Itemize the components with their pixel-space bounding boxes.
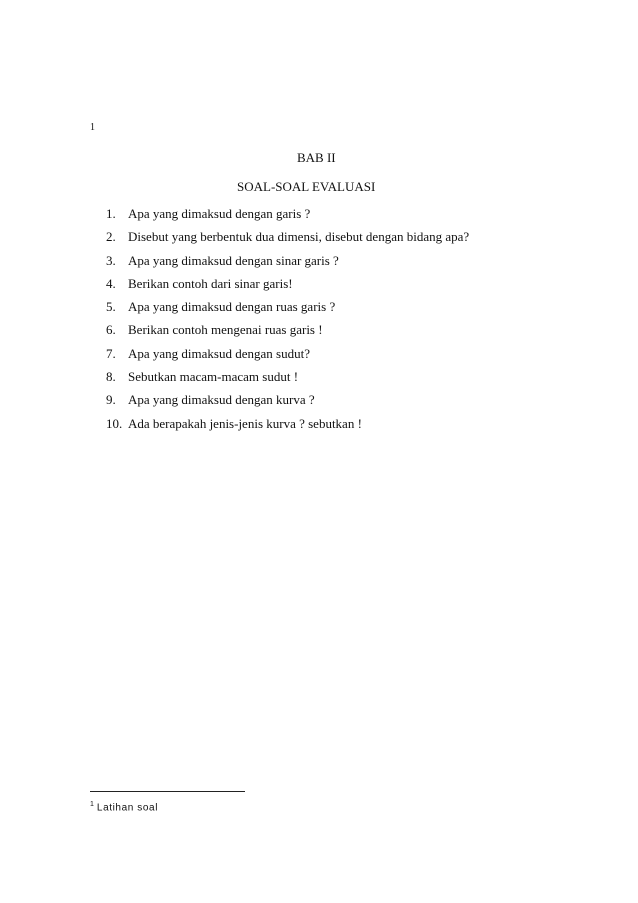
question-text: Berikan contoh mengenai ruas garis ! [128,322,323,338]
list-item [106,368,469,391]
footnote [90,801,158,813]
question-text: Ada berapakah jenis-jenis kurva ? sebutkan ! [128,415,362,431]
question-text: Berikan contoh dari sinar garis! [128,275,293,291]
question-number: 2. [106,229,116,245]
question-text: Apa yang dimaksud dengan kurva ? [128,392,315,408]
question-number: 10. [106,415,123,431]
list-item [106,321,469,344]
question-text: Apa yang dimaksud dengan ruas garis ? [128,299,336,315]
question-text: Apa yang dimaksud dengan sinar garis ? [128,252,339,268]
list-item [106,345,469,368]
question-text: Apa yang dimaksud dengan garis ? [128,206,311,221]
list-item [106,205,469,228]
list-item [106,391,469,414]
footnote-mark: 1 [90,801,94,808]
question-list [106,205,469,438]
question-number: 6. [106,322,116,338]
footnote-reference-marker: 1 [90,122,95,133]
section-title: SOAL-SOAL EVALUASI [237,179,376,194]
list-item [106,228,469,251]
question-text: Disebut yang berbentuk dua dimensi, disebut dengan bidang apa? [128,229,470,245]
list-item [106,252,469,275]
question-number: 5. [106,299,116,315]
footnote-divider [90,791,245,792]
footnote-text: Latihan soal [96,802,159,814]
question-text: Apa yang dimaksud dengan sudut? [128,345,310,361]
list-item [106,415,469,438]
list-item [106,275,469,298]
chapter-title: BAB II [297,150,336,165]
question-number: 9. [106,392,116,408]
question-number: 4. [106,275,116,291]
question-number: 7. [106,345,116,361]
list-item [106,298,469,321]
question-number: 8. [106,369,116,385]
question-number: 3. [106,252,116,268]
question-number: 1. [106,206,116,221]
question-text: Sebutkan macam-macam sudut ! [128,369,299,385]
